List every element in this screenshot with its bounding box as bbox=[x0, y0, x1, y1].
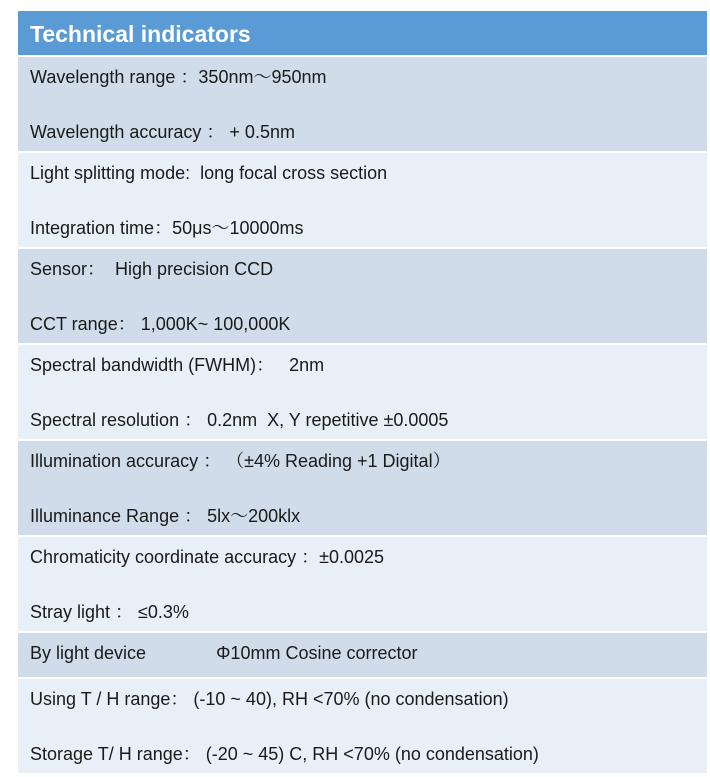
spec-row-splitting bbox=[18, 153, 707, 249]
spec-line: Stray light ： ≤0.3% bbox=[30, 602, 189, 622]
spec-line: Spectral resolution ： 0.2nm X, Y repetitive ±0.0005 bbox=[30, 410, 449, 430]
spec-line: Wavelength range ：350nm～950nm bbox=[30, 67, 327, 87]
spec-row-bandwidth bbox=[18, 345, 707, 441]
spec-row-temperature-humidity bbox=[18, 679, 707, 775]
spec-line: CCT range： 1,000K~ 100,000K bbox=[30, 314, 291, 334]
spec-line: Storage T/ H range： (-20 ~ 45) C, RH <70% (no condensation) bbox=[30, 744, 539, 764]
spec-row-wavelength bbox=[18, 57, 707, 153]
spec-row-illumination bbox=[18, 441, 707, 537]
spec-row-sensor bbox=[18, 249, 707, 345]
spec-line: By light device Φ10mm Cosine corrector bbox=[30, 643, 418, 663]
spec-line: Light splitting mode: long focal cross section bbox=[30, 163, 388, 183]
spec-row-light-device bbox=[18, 633, 707, 679]
spec-line: Spectral bandwidth (FWHM)： 2nm bbox=[30, 355, 325, 375]
spec-line: Integration time：50μs～10000ms bbox=[30, 218, 304, 238]
spec-line: Wavelength accuracy ： + 0.5nm bbox=[30, 122, 295, 142]
spec-line: Using T / H range： (-10 ~ 40), RH <70% (no condensation) bbox=[30, 689, 509, 709]
spec-line: Chromaticity coordinate accuracy ：±0.0025 bbox=[30, 547, 385, 567]
spec-line: Illumination accuracy ： （±4% Reading +1 Digital） bbox=[30, 451, 451, 471]
spec-table bbox=[18, 11, 707, 775]
table-title: Technical indicators bbox=[18, 11, 707, 57]
spec-line: Sensor： High precision CCD bbox=[30, 259, 274, 279]
spec-row-chromaticity bbox=[18, 537, 707, 633]
spec-line: Illuminance Range ： 5lx～200klx bbox=[30, 506, 301, 526]
